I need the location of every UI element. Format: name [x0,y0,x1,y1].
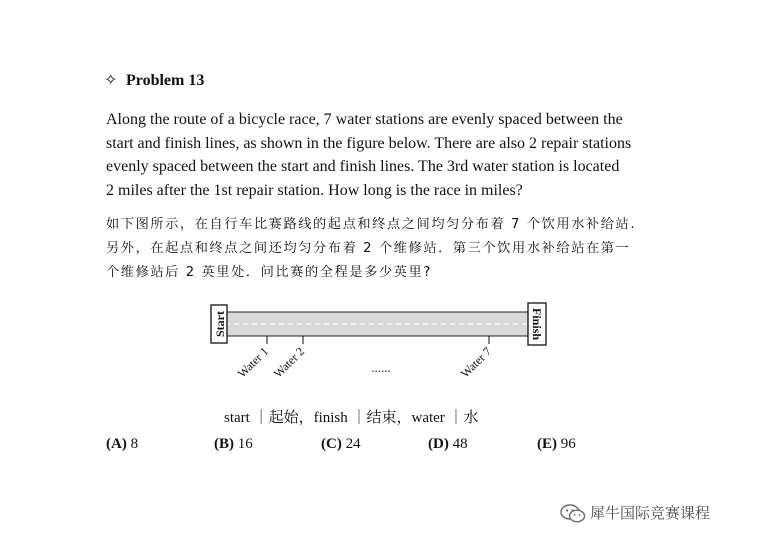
choice-a[interactable]: (A) 8 [106,436,139,452]
water-2-label: Water 2 [270,344,308,381]
text-line: 另外，在起点和终点之间还均匀分布着 2 个维修站．第三个饮用水补给站在第一 [106,241,631,256]
answer-choices [106,436,706,458]
sparkle-icon: ✧ [104,72,118,89]
choice-d[interactable]: (D) 48 [428,436,468,452]
choice-b[interactable]: (B) 16 [214,436,253,452]
water-7-label: Water 7 [457,344,495,381]
finish-label: Finish [530,307,544,341]
problem-title: Problem 13 [126,72,205,89]
water-1-label: Water 1 [234,344,272,381]
watermark [560,502,710,524]
text-line: Along the route of a bicycle race, 7 water stations are evenly spaced between the [106,111,623,128]
choice-c[interactable]: (C) 24 [321,436,361,452]
translation-legend: start ｜起始，finish ｜结束，water ｜水 [224,410,479,426]
problem-text-english [106,108,654,202]
text-line: 个维修站后 2 英里处．问比赛的全程是多少英里? [106,265,432,280]
start-label: Start [213,311,227,337]
text-line: 如下图所示，在自行车比赛路线的起点和终点之间均匀分布着 7 个饮用水补给站. [106,217,637,232]
wechat-icon [560,504,586,524]
text-line: evenly spaced between the start and finish lines. The 3rd water station is located [106,158,620,175]
choice-e[interactable]: (E) 96 [537,436,576,452]
text-line: start and finish lines, as shown in the figure below. There are also 2 repair stations [106,134,632,152]
problem-heading [104,70,204,90]
watermark-text: 犀牛国际竞赛课程 [590,504,711,522]
race-route-figure [200,296,560,396]
problem-text-chinese [106,213,666,285]
ellipsis: ...... [371,360,391,375]
text-line: 2 miles after the 1st repair station. How long is the race in miles? [106,181,523,199]
